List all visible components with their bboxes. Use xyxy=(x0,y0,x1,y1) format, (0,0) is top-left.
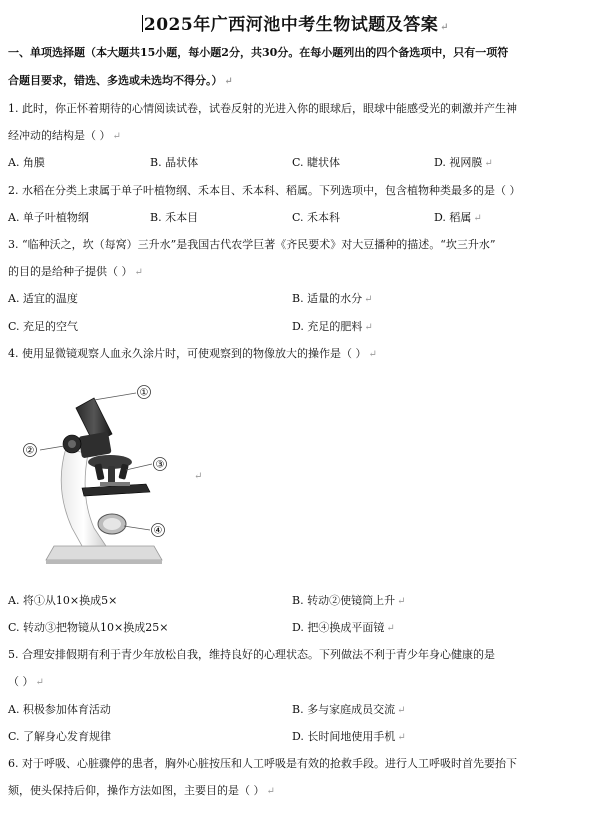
question-3-line-1 xyxy=(8,238,583,252)
section-heading-line-1 xyxy=(8,46,583,60)
question-5-option-d: D. 长时间地使用手机 ↵ xyxy=(292,730,406,743)
paragraph-mark: ↵ xyxy=(397,596,406,607)
question-3-text: 3. “临种沃之，坎（每窝）三升水”是我国古代农学巨著《齐民要术》对大豆播种的描述。“坎三升水” xyxy=(8,238,496,251)
paragraph-mark: ↵ xyxy=(368,349,377,360)
stage-clip xyxy=(100,482,130,486)
paragraph-mark: ↵ xyxy=(386,623,395,634)
figure-label-2: ② xyxy=(25,445,35,457)
section-heading-text-1: 一、单项选择题（本大题共15小题，每小题2分，共30分。在每小题列出的四个备选项中，只有一项符 xyxy=(8,46,509,59)
paragraph-mark: ↵ xyxy=(473,213,482,224)
question-6-text-cont: 颏，使头保持后仰，操作方法如图，主要目的是（ ） xyxy=(8,784,265,797)
question-3-text-cont: 的目的是给种子提供（ ） xyxy=(8,265,133,278)
question-1-option-a: A. 角膜 xyxy=(8,156,45,169)
objective-lens-2 xyxy=(108,466,115,484)
paragraph-mark: ↵ xyxy=(194,471,203,482)
question-5-text-cont: （ ） xyxy=(8,675,34,688)
question-3-option-d: D. 充足的肥料 ↵ xyxy=(292,320,373,333)
question-6-line-2 xyxy=(8,784,583,799)
question-4-option-d: D. 把④换成平面镜 ↵ xyxy=(292,621,395,634)
question-1-text: 1. 此时，你正怀着期待的心情阅读试卷，试卷反射的光进入你的眼球后，眼球中能感受光的刺激并产生神 xyxy=(8,102,517,115)
figure-label-1: ① xyxy=(139,387,149,399)
question-3-line-2 xyxy=(8,265,583,280)
title-text: 2025年广西河池中考生物试题及答案 xyxy=(143,15,439,35)
question-4-text: 4. 使用显微镜观察人血永久涂片时，可使观察到的物像放大的操作是（ ） xyxy=(8,347,367,360)
question-2-option-c: C. 禾本科 xyxy=(292,211,341,224)
question-5-option-b: B. 多与家庭成员交流 ↵ xyxy=(292,703,406,716)
question-5-option-c: C. 了解身心发育规律 xyxy=(8,730,112,743)
paragraph-mark: ↵ xyxy=(397,732,406,743)
paragraph-mark: ↵ xyxy=(364,322,373,333)
microscope-base-edge xyxy=(46,560,162,564)
paragraph-mark: ↵ xyxy=(224,76,233,87)
figure-label-4: ④ xyxy=(153,525,163,537)
question-5-text: 5. 合理安排假期有利于青少年放松自我，维持良好的心理状态。下列做法不利于青少年身心健康的是 xyxy=(8,648,495,661)
document-title xyxy=(0,10,591,35)
paragraph-mark: ↵ xyxy=(266,786,275,797)
question-4-option-a: A. 将①从10×换成5× xyxy=(8,594,118,607)
question-4-option-b: B. 转动②使镜筒上升 ↵ xyxy=(292,594,406,607)
adjustment-knob-center xyxy=(68,440,76,448)
microscope-base xyxy=(46,546,162,560)
question-1-option-d: D. 视网膜 ↵ xyxy=(434,156,493,169)
question-1-option-c: C. 睫状体 xyxy=(292,156,341,169)
question-2-option-d: D. 稻属 ↵ xyxy=(434,211,482,224)
question-2-option-a: A. 单子叶植物纲 xyxy=(8,211,89,224)
question-5-line-2 xyxy=(8,675,583,690)
question-6-text: 6. 对于呼吸、心脏骤停的患者，胸外心脏按压和人工呼吸是有效的抢救手段。进行人工呼吸时首先要抬下 xyxy=(8,757,517,770)
paragraph-mark: ↵ xyxy=(112,131,121,142)
paragraph-mark: ↵ xyxy=(364,294,373,305)
section-heading-text-2: 合题目要求，错选、多选或未选均不得分。） xyxy=(8,74,223,87)
question-1-line-2 xyxy=(8,129,583,144)
paragraph-mark: ↵ xyxy=(440,22,450,33)
question-5-line-1 xyxy=(8,648,583,662)
figure-label-3: ③ xyxy=(155,459,165,471)
question-4-option-c: C. 转动③把物镜从10×换成25× xyxy=(8,621,169,634)
question-1-line-1 xyxy=(8,102,583,116)
section-heading-line-2 xyxy=(8,74,583,89)
question-1-option-b: B. 晶状体 xyxy=(150,156,199,169)
paragraph-mark: ↵ xyxy=(35,677,44,688)
tube-housing xyxy=(78,432,111,459)
question-2-option-b: B. 禾本目 xyxy=(150,211,199,224)
paragraph-mark: ↵ xyxy=(484,158,493,169)
question-6-line-1 xyxy=(8,757,583,771)
question-2-line-1 xyxy=(8,184,583,198)
question-1-text-cont: 经冲动的结构是（ ） xyxy=(8,129,111,142)
mirror-glass xyxy=(103,518,121,530)
question-4-line-1 xyxy=(8,347,583,362)
question-5-option-a: A. 积极参加体育活动 xyxy=(8,703,111,716)
question-2-text: 2. 水稻在分类上隶属于单子叶植物纲、禾本目、禾本科、稻属。下列选项中，包含植物种类最多的是（ ） xyxy=(8,184,521,197)
question-3-option-b: B. 适量的水分 ↵ xyxy=(292,292,373,305)
question-3-option-a: A. 适宜的温度 xyxy=(8,292,78,305)
paragraph-mark: ↵ xyxy=(134,267,143,278)
text-cursor xyxy=(142,15,143,32)
microscope-figure xyxy=(14,378,190,574)
paragraph-mark: ↵ xyxy=(397,705,406,716)
question-3-option-c: C. 充足的空气 xyxy=(8,320,79,333)
